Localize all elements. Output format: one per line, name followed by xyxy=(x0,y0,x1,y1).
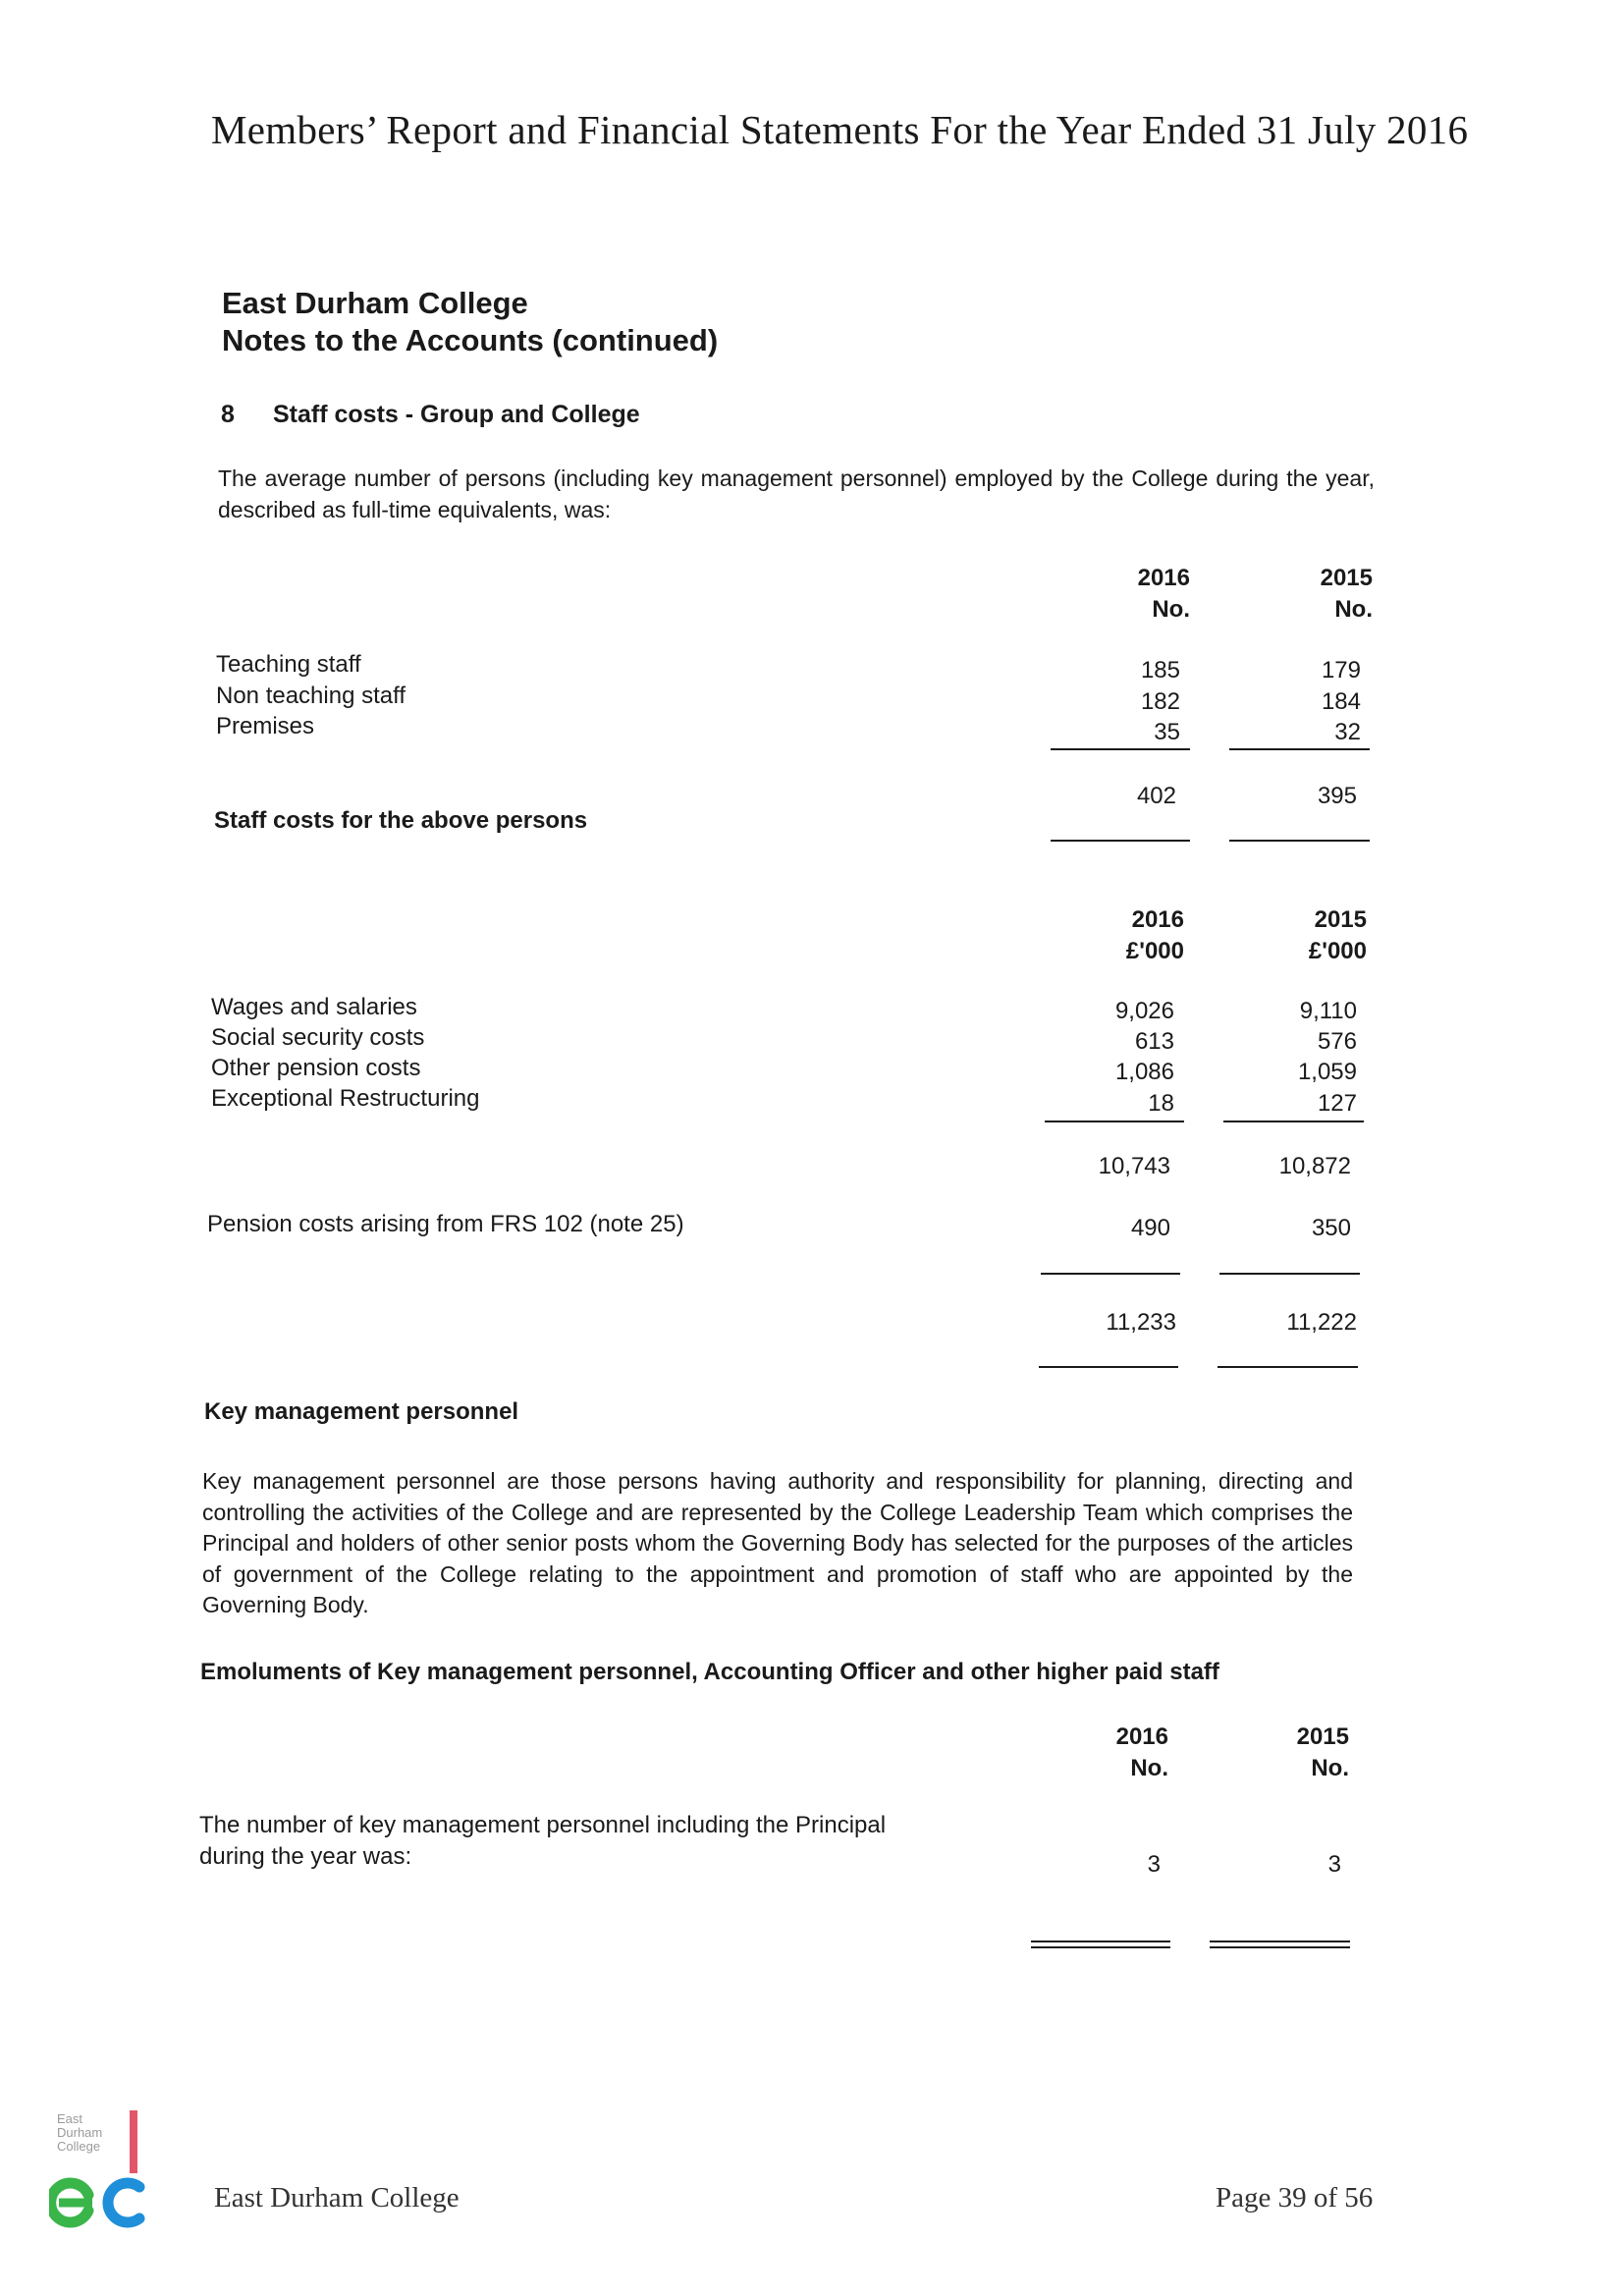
costs-total-bottom-rule-2015 xyxy=(1217,1366,1358,1368)
costs-total-top-rule-2015 xyxy=(1219,1273,1360,1275)
col-year: 2015 xyxy=(1296,1723,1349,1750)
value-frs102-pension-2015: 350 xyxy=(1311,1215,1351,1241)
kmp-paragraph: Key management personnel are those persons having authority and responsibility for planning, directing and controlling the activities of the College and are represented by the College Leadership Team which comprises the Principal and holders of other senior posts whom the Governing Body has selected for the purposes of the articles of government of the College relating to the appointment and promotion of staff who are appointed by the Governing Body. xyxy=(202,1468,1353,1617)
subtotal-rule-2016 xyxy=(1051,748,1190,750)
col-year: 2016 xyxy=(1137,565,1190,591)
value-social-security-2015: 576 xyxy=(1317,1028,1357,1055)
total-rule-2016 xyxy=(1051,840,1190,842)
section-number: 8 xyxy=(221,401,235,428)
col-year: 2015 xyxy=(1314,906,1367,933)
col-header-emoluments-2016 xyxy=(1051,1722,1168,1784)
org-name: East Durham College xyxy=(222,286,528,320)
headcount-total-2015: 395 xyxy=(1317,783,1357,809)
col-header-2016 xyxy=(1072,563,1190,626)
value-premises-2016: 35 xyxy=(1154,719,1180,745)
value-teaching-2015: 179 xyxy=(1321,657,1361,683)
total-rule-2015 xyxy=(1229,840,1370,842)
row-label-teaching: Teaching staff xyxy=(216,651,361,678)
col-header-emoluments-2015 xyxy=(1231,1722,1349,1784)
value-other-pension-2015: 1,059 xyxy=(1297,1059,1357,1085)
value-premises-2015: 32 xyxy=(1334,719,1361,745)
col-header-costs-2016 xyxy=(1066,904,1184,967)
row-label-restructuring: Exceptional Restructuring xyxy=(211,1085,480,1112)
logo-text-line: College xyxy=(57,2139,101,2154)
logo-text-line: Durham xyxy=(57,2125,103,2140)
col-header-2015 xyxy=(1255,563,1373,626)
col-unit: £'000 xyxy=(1125,938,1184,964)
value-non-teaching-2015: 184 xyxy=(1321,688,1361,715)
kmp-count-label-line2: during the year was: xyxy=(199,1843,412,1870)
row-label-other-pension: Other pension costs xyxy=(211,1055,421,1081)
kmp-double-rule-2016 xyxy=(1031,1941,1170,1948)
college-logo xyxy=(49,2106,167,2234)
col-year: 2016 xyxy=(1131,906,1184,933)
costs-subtotal-2015: 10,872 xyxy=(1278,1153,1351,1179)
report-header-title: Members’ Report and Financial Statements For the Year Ended 31 July 2016 xyxy=(211,107,1469,152)
kmp-double-rule-2015 xyxy=(1210,1941,1350,1948)
col-unit: No. xyxy=(1334,596,1373,623)
subtotal-rule-2015 xyxy=(1229,748,1370,750)
kmp-count-label-line1: The number of key management personnel including the Principal xyxy=(199,1812,887,1838)
value-restructuring-2015: 127 xyxy=(1317,1090,1357,1117)
intro-paragraph: The average number of persons (including key management personnel) employed by the College during the year, described as full-time equivalents, was: xyxy=(218,465,1375,522)
footer-page-number: Page 39 of 56 xyxy=(1216,2182,1374,2214)
costs-total-2015: 11,222 xyxy=(1286,1309,1357,1336)
value-wages-2015: 9,110 xyxy=(1299,998,1357,1024)
kmp-count-2016: 3 xyxy=(1147,1851,1161,1878)
row-label-frs102-pension: Pension costs arising from FRS 102 (note 25) xyxy=(207,1211,684,1237)
logo-text-line: East xyxy=(57,2111,83,2126)
row-label-premises: Premises xyxy=(216,713,315,739)
kmp-heading: Key management personnel xyxy=(204,1398,519,1425)
costs-subtotal-2016: 10,743 xyxy=(1098,1153,1170,1179)
row-label-non-teaching: Non teaching staff xyxy=(216,683,406,709)
kmp-count-label xyxy=(199,1810,886,1873)
col-year: 2016 xyxy=(1115,1723,1168,1750)
costs-subtotal-rule-2016 xyxy=(1045,1121,1184,1122)
section-title: Staff costs - Group and College xyxy=(273,401,640,428)
value-teaching-2016: 185 xyxy=(1140,657,1180,683)
row-label-social-security: Social security costs xyxy=(211,1024,425,1051)
headcount-total-2016: 402 xyxy=(1136,783,1176,809)
org-block xyxy=(222,285,718,359)
footer-college-name: East Durham College xyxy=(214,2182,460,2214)
value-other-pension-2016: 1,086 xyxy=(1114,1059,1174,1085)
col-unit: No. xyxy=(1152,596,1190,623)
value-non-teaching-2016: 182 xyxy=(1140,688,1180,715)
costs-subtotal-rule-2015 xyxy=(1223,1121,1364,1122)
col-year: 2015 xyxy=(1320,565,1373,591)
value-restructuring-2016: 18 xyxy=(1148,1090,1174,1117)
col-unit: No. xyxy=(1130,1755,1168,1781)
col-unit: No. xyxy=(1311,1755,1349,1781)
row-label-wages: Wages and salaries xyxy=(211,994,417,1020)
costs-total-bottom-rule-2016 xyxy=(1039,1366,1178,1368)
notes-subtitle: Notes to the Accounts (continued) xyxy=(222,323,719,357)
kmp-count-2015: 3 xyxy=(1327,1851,1341,1878)
staff-costs-label: Staff costs for the above persons xyxy=(214,807,588,834)
col-unit: £'000 xyxy=(1308,938,1367,964)
value-social-security-2016: 613 xyxy=(1134,1028,1174,1055)
costs-total-top-rule-2016 xyxy=(1041,1273,1180,1275)
costs-total-2016: 11,233 xyxy=(1106,1309,1176,1336)
logo-small-text xyxy=(57,2112,102,2154)
value-wages-2016: 9,026 xyxy=(1114,998,1174,1024)
value-frs102-pension-2016: 490 xyxy=(1130,1215,1170,1241)
logo-mark-icon xyxy=(49,2165,167,2234)
logo-bar xyxy=(130,2110,137,2173)
emoluments-heading: Emoluments of Key management personnel, Accounting Officer and other higher paid staff xyxy=(200,1659,1219,1685)
col-header-costs-2015 xyxy=(1249,904,1367,967)
